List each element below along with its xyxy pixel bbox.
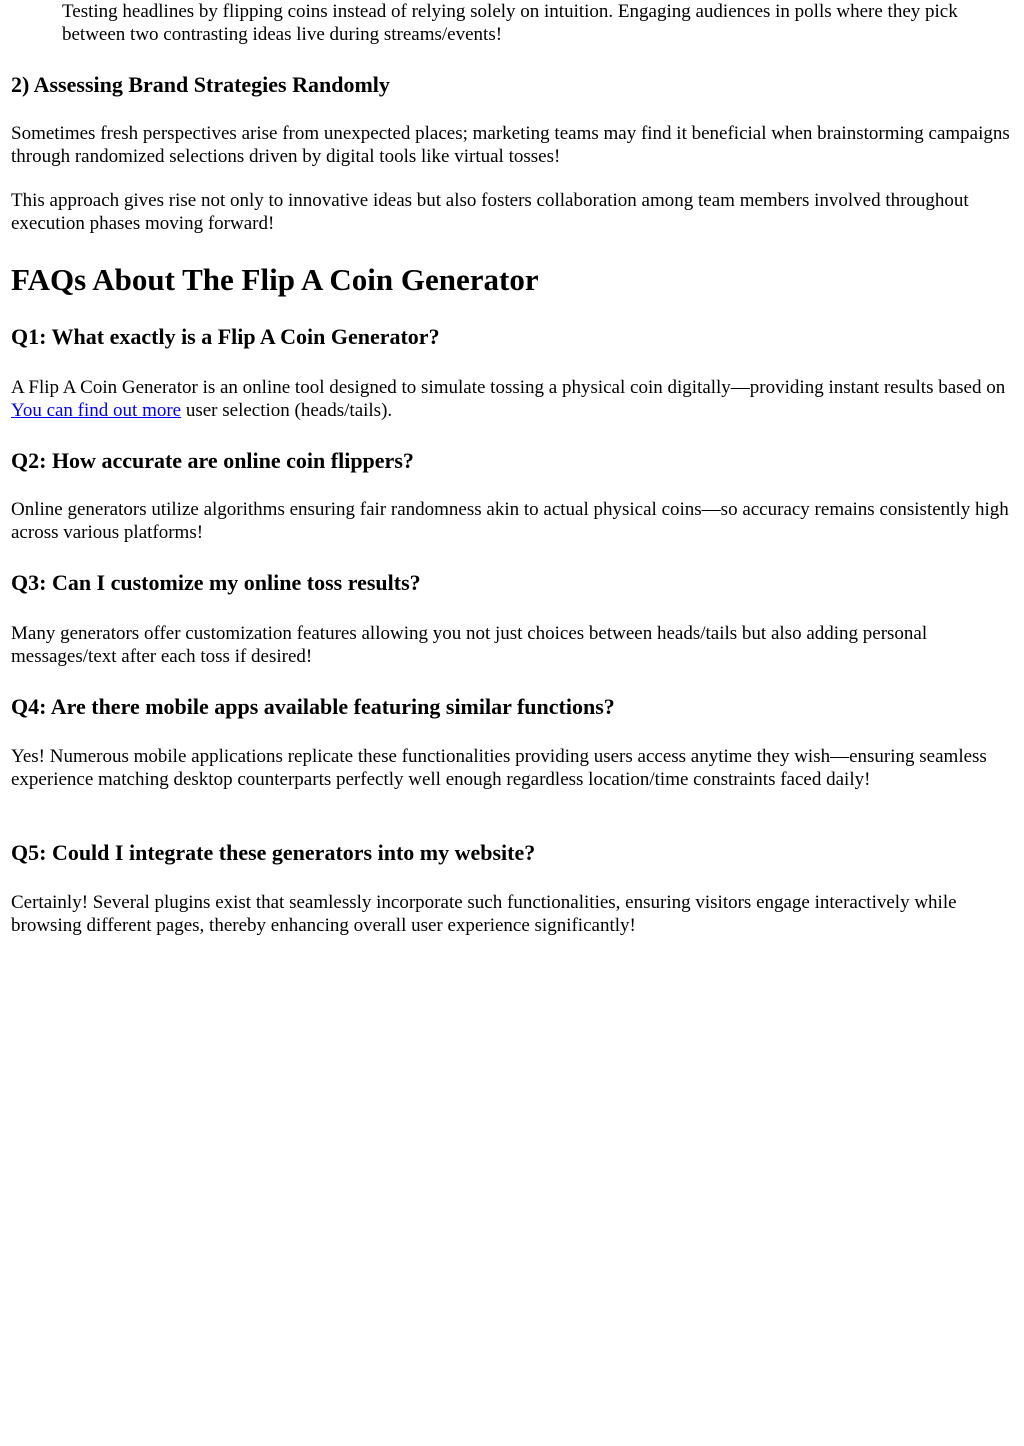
- faq-q1-answer-before: A Flip A Coin Generator is an online tool designed to simulate tossing a physical coin digitally—providing instant results based on: [11, 377, 1006, 398]
- brand-paragraph-2: This approach gives rise not only to innovative ideas but also fosters collaboration among team members involved throughout execution phases moving forward!: [11, 190, 969, 234]
- faq-q4-question: Q4: Are there mobile apps available featuring similar functions?: [11, 694, 615, 719]
- faq-q3-answer: Many generators offer customization features allowing you not just choices between heads/tails but also adding personal messages/text after each toss if desired!: [11, 623, 928, 667]
- faq-q1-question: Q1: What exactly is a Flip A Coin Generator?: [11, 324, 440, 349]
- faq-q4-answer: Yes! Numerous mobile applications replicate these functionalities providing users access anytime they wish—ensuring seamless experience matching desktop counterparts perfectly well enough regardless location/time constraints faced daily!: [11, 746, 987, 790]
- faq-q1-answer: [11, 376, 1013, 422]
- faq-q5-question: Q5: Could I integrate these generators into my website?: [11, 840, 536, 865]
- faq-q2-answer: Online generators utilize algorithms ensuring fair randomness akin to actual physical coins—so accuracy remains consistently high across various platforms!: [11, 499, 1009, 543]
- faqs-heading: FAQs About The Flip A Coin Generator: [11, 262, 539, 297]
- intro-bullet-text: Testing headlines by flipping coins instead of relying solely on intuition. Engaging audiences in polls where they pick between two contrasting ideas live during streams/events!: [62, 1, 958, 45]
- faq-q3-question: Q3: Can I customize my online toss results?: [11, 570, 421, 595]
- section-heading-brand-strategies: 2) Assessing Brand Strategies Randomly: [11, 72, 390, 97]
- find-out-more-link[interactable]: You can find out more: [11, 400, 182, 421]
- faq-q2-question: Q2: How accurate are online coin flippers?: [11, 448, 414, 473]
- faq-q1-answer-after: user selection (heads/tails).: [181, 400, 393, 421]
- faq-q5-answer: Certainly! Several plugins exist that seamlessly incorporate such functionalities, ensuring visitors engage interactively while browsing different pages, thereby enhancing overall user experience significantly!: [11, 892, 957, 936]
- brand-paragraph-1: Sometimes fresh perspectives arise from unexpected places; marketing teams may find it beneficial when brainstorming campaigns through randomized selections driven by digital tools like virtual tosses!: [11, 123, 1010, 167]
